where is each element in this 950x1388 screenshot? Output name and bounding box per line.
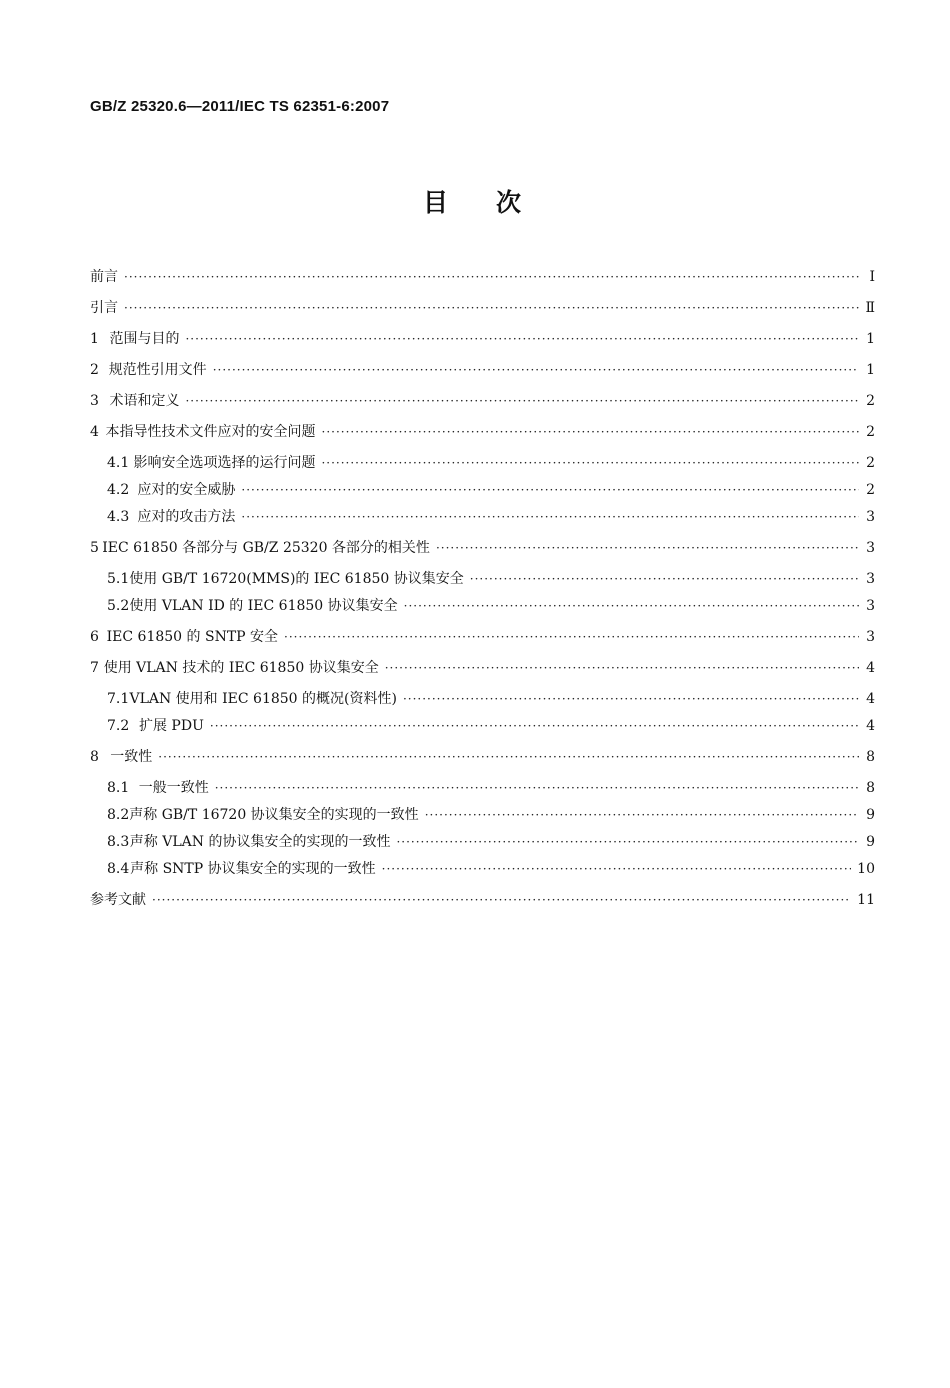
dot-leader	[403, 692, 859, 706]
toc-entry[interactable]	[90, 359, 875, 381]
toc-entry-page-number: 2	[866, 424, 875, 440]
toc-entry-page-number: 3	[866, 571, 875, 587]
toc-entry-number: 5	[90, 540, 99, 556]
toc-entry-label: 一致性	[110, 749, 153, 765]
toc-entry-label: 应对的安全威胁	[137, 482, 236, 498]
toc-entry-page-number: 3	[866, 598, 875, 614]
toc-entry-page-number: 1	[866, 362, 875, 378]
toc-entry[interactable]	[107, 688, 875, 710]
toc-entry-page-number: 4	[866, 691, 875, 707]
toc-entry-number: 8.1	[107, 780, 130, 796]
dot-leader	[124, 301, 859, 315]
toc-entry-number: 6	[90, 629, 99, 645]
toc-entry[interactable]	[90, 626, 875, 648]
toc-entry[interactable]	[107, 804, 875, 826]
toc-entry-page-number: 2	[866, 482, 875, 498]
toc-entry[interactable]	[90, 537, 875, 559]
toc-entry-label: 使用 VLAN ID 的 IEC 61850 协议集安全	[129, 598, 398, 614]
toc-entry-label: 声称 SNTP 协议集安全的实现的一致性	[130, 861, 376, 877]
toc-entry[interactable]	[107, 452, 875, 474]
dot-leader	[385, 661, 859, 675]
toc-entry-number: 7.1	[107, 691, 130, 707]
standard-code-header: GB/Z 25320.6—2011/IEC TS 62351-6:2007	[90, 98, 390, 115]
toc-entry-page-number: 4	[866, 660, 875, 676]
toc-entry-label: 引言	[90, 300, 118, 316]
toc-entry-number: 4.2	[107, 482, 130, 498]
toc-entry[interactable]	[90, 657, 875, 679]
toc-entry[interactable]	[90, 889, 875, 911]
toc-entry[interactable]	[107, 506, 875, 528]
toc-entry-number: 5.1	[107, 571, 130, 587]
toc-entry-label: IEC 61850 各部分与 GB/Z 25320 各部分的相关性	[102, 540, 430, 556]
toc-entry-label: 一般一致性	[138, 780, 209, 796]
toc-entry-label: 声称 VLAN 的协议集安全的实现的一致性	[129, 834, 391, 850]
toc-entry-label: 使用 GB/T 16720(MMS)的 IEC 61850 协议集安全	[129, 571, 464, 587]
toc-entry-page-number: 10	[857, 861, 875, 877]
dot-leader	[215, 781, 859, 795]
toc-entry-page-number: 4	[866, 718, 875, 734]
toc-entry-number: 4.3	[107, 509, 130, 525]
toc-entry[interactable]	[107, 831, 875, 853]
toc-entry-number: 8.4	[107, 861, 130, 877]
toc-entry-number: 7.2	[107, 718, 130, 734]
toc-entry[interactable]	[107, 595, 875, 617]
toc-entry-number: 2	[90, 362, 99, 378]
toc-entry-page-number: 9	[866, 807, 875, 823]
toc-entry-page-number: Ⅱ	[865, 300, 875, 316]
toc-entry[interactable]	[107, 568, 875, 590]
toc-entry[interactable]	[90, 746, 875, 768]
toc-entry-page-number: 3	[866, 629, 875, 645]
toc-entry[interactable]	[90, 390, 875, 412]
toc-entry-label: VLAN 使用和 IEC 61850 的概况(资料性)	[129, 691, 397, 707]
toc-entry[interactable]	[107, 479, 875, 501]
toc-entry-label: 扩展 PDU	[138, 718, 204, 734]
toc-entry-page-number: 2	[866, 393, 875, 409]
dot-leader	[396, 835, 859, 849]
toc-entry-page-number: 1	[866, 331, 875, 347]
toc-entry-page-number: 3	[866, 540, 875, 556]
toc-entry[interactable]	[90, 266, 875, 288]
toc-entry-page-number: 11	[857, 892, 875, 908]
toc-entry-label: 范围与目的	[109, 331, 180, 347]
toc-entry-page-number: Ⅰ	[869, 269, 875, 285]
dot-leader	[436, 541, 859, 555]
toc-entry-page-number: 2	[866, 455, 875, 471]
toc-entry[interactable]	[90, 421, 875, 443]
toc-entry-number: 7	[90, 660, 99, 676]
dot-leader	[124, 270, 859, 284]
dot-leader	[382, 862, 852, 876]
toc-entry-label: 术语和定义	[109, 393, 180, 409]
toc-entry-label: 声称 GB/T 16720 协议集安全的实现的一致性	[129, 807, 419, 823]
toc-entry-number: 4	[90, 424, 99, 440]
toc-entry-number: 1	[90, 331, 99, 347]
dot-leader	[241, 483, 859, 497]
toc-entry-label: IEC 61850 的 SNTP 安全	[106, 629, 279, 645]
dot-leader	[470, 572, 859, 586]
toc-entry-number: 8	[90, 749, 99, 765]
toc-entry-page-number: 3	[866, 509, 875, 525]
toc-entry-page-number: 8	[866, 780, 875, 796]
dot-leader	[185, 332, 859, 346]
toc-entry-number: 3	[90, 393, 99, 409]
toc-entry-label: 应对的攻击方法	[137, 509, 236, 525]
toc-entry-label: 本指导性技术文件应对的安全问题	[105, 424, 316, 440]
dot-leader	[213, 363, 859, 377]
toc-entry[interactable]	[107, 715, 875, 737]
dot-leader	[158, 750, 859, 764]
dot-leader	[322, 425, 859, 439]
dot-leader	[185, 394, 859, 408]
toc-entry-label: 前言	[90, 269, 118, 285]
toc-entry[interactable]	[90, 297, 875, 319]
toc-entry[interactable]	[90, 328, 875, 350]
toc-entry-label: 影响安全选项选择的运行问题	[133, 455, 316, 471]
toc-entry[interactable]	[107, 777, 875, 799]
dot-leader	[321, 456, 859, 470]
toc-entry-page-number: 9	[866, 834, 875, 850]
toc-entry-label: 参考文献	[90, 892, 146, 908]
dot-leader	[210, 719, 859, 733]
dot-leader	[404, 599, 859, 613]
toc-entry-number: 5.2	[107, 598, 130, 614]
toc-entry-label: 使用 VLAN 技术的 IEC 61850 协议集安全	[103, 660, 379, 676]
toc-entry-number: 8.3	[107, 834, 130, 850]
toc-entry-label: 规范性引用文件	[108, 362, 207, 378]
page-title: 目次	[422, 188, 569, 217]
toc-entry[interactable]	[107, 858, 875, 880]
toc-entry-number: 4.1	[107, 455, 130, 471]
toc-entry-number: 8.2	[107, 807, 130, 823]
dot-leader	[425, 808, 859, 822]
toc-entry-page-number: 8	[866, 749, 875, 765]
dot-leader	[152, 893, 851, 907]
dot-leader	[284, 630, 859, 644]
dot-leader	[241, 510, 859, 524]
